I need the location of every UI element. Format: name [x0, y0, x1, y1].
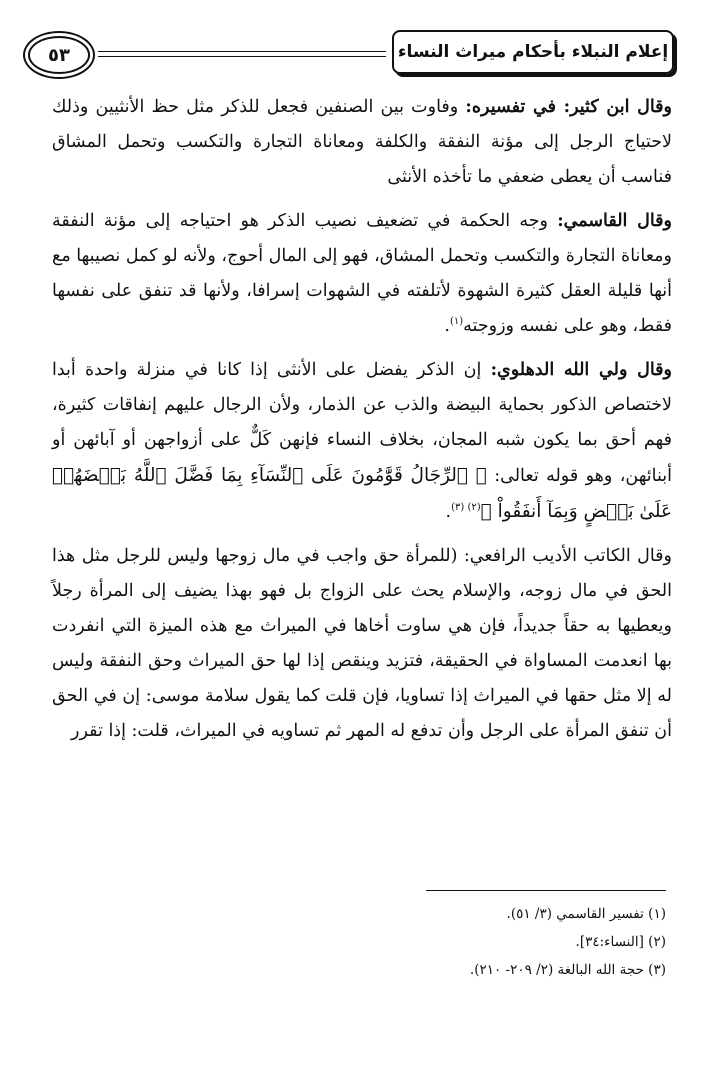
paragraph-text: وجه الحكمة في تضعيف نصيب الذكر هو احتياجه إلى مؤنة النفقة ومعاناة التجارة والتكسب وتحمل المشاق، فهو إلى المال أحوج، ولأنه لو كمل نصيبها مع أنها قليلة العقل كثيرة الشهوة لأتلفته في الشهوات إسرافا، ولأنها قد تنفق على نفسها فقط، وهو على نفسه وزوجته: [52, 211, 672, 336]
speaker-label: وقال القاسمي:: [557, 211, 672, 231]
speaker-label: وقال ابن كثير: في تفسيره:: [465, 97, 672, 117]
footnote-3: (٣) حجة الله البالغة (٢/ ٢٠٩- ٢١٠).: [469, 962, 666, 978]
paragraph-tail: .: [445, 502, 452, 522]
paragraph-qasimi: [52, 204, 672, 344]
paragraph-ibn-kathir: [52, 90, 672, 195]
paragraph-text: وقال الكاتب الأديب الرافعي: (للمرأة حق واجب في مال زوجها وليس للرجل مثل هذا الحق في مال زوجه، والإسلام يحث على الزواج بل فهو بهذا يضيف إلى المرأة رجلاً ويعطيها به حقاً جديداً، فإن هي ساوت أخاها في الميراث مع هذه الميزة التي انفردت بها انعدمت المساواة في الحقيقة، فتزيد وينقص إذا لها حق الميراث وحق النفقة وليس له إلا مثل حقها في الميراث إذا تساويا، فإن قلت كما يقول سلامة موسى: إن في الحق أن تنفق المرأة على الرجل وأن تدفع له المهر ثم تساويه في الميراث، قلت: إذا تقرر: [52, 546, 672, 741]
page-number: ٥٣: [28, 36, 90, 74]
footnote-2: (٢) [النساء:٣٤].: [575, 934, 666, 950]
main-text: [52, 90, 672, 758]
paragraph-text: وفاوت بين الصنفين فجعل للذكر مثل حظ الأنثيين وذلك لاحتياج الرجل إلى مؤنة النفقة والكلفة ومعاناة التجارة والتكسب وتحمل المشاق فناسب أن يعطى ضعفي ما تأخذه الأنثى: [52, 97, 672, 187]
page-header: [28, 30, 674, 80]
speaker-label: وقال ولي الله الدهلوي:: [490, 360, 672, 380]
quran-verse: ﴿ ٱلرِّجَالُ قَوَّٰمُونَ عَلَى ٱلنِّسَآءِ بِمَا فَضَّلَ ٱللَّهُ بَعۡضَهُمۡ عَلَىٰ بَعۡضٍ وَبِمَآ أَنفَقُواْ ﴾: [52, 465, 672, 522]
paragraph-rafii: [52, 539, 672, 749]
footnote-marker: (١): [449, 316, 464, 328]
footnote-marker: (٢) (٣): [451, 502, 481, 514]
footnote-divider: [426, 890, 666, 891]
book-title: إعلام النبلاء بأحكام ميراث النساء: [392, 30, 674, 74]
footnote-1: (١) تفسير القاسمي (٣/ ٥١).: [506, 906, 666, 922]
header-divider: [98, 50, 386, 60]
paragraph-tail: .: [444, 316, 450, 336]
paragraph-text: إن الذكر يفضل على الأنثى إذا كانا في منزلة واحدة أبدا لاختصاص الذكور بحماية البيضة والذب عن الذمار، ولأن الرجال عليهم إنفاقات كثيرة، فهم أحق بما يكون شبه المجان، بخلاف النساء فإنهن كَلٌّ على أزواجهن أو آبائهن أو أبنائهن، وهو قوله تعالى:: [52, 360, 672, 486]
paragraph-dehlawi: [52, 353, 672, 530]
footnotes: [166, 900, 666, 984]
